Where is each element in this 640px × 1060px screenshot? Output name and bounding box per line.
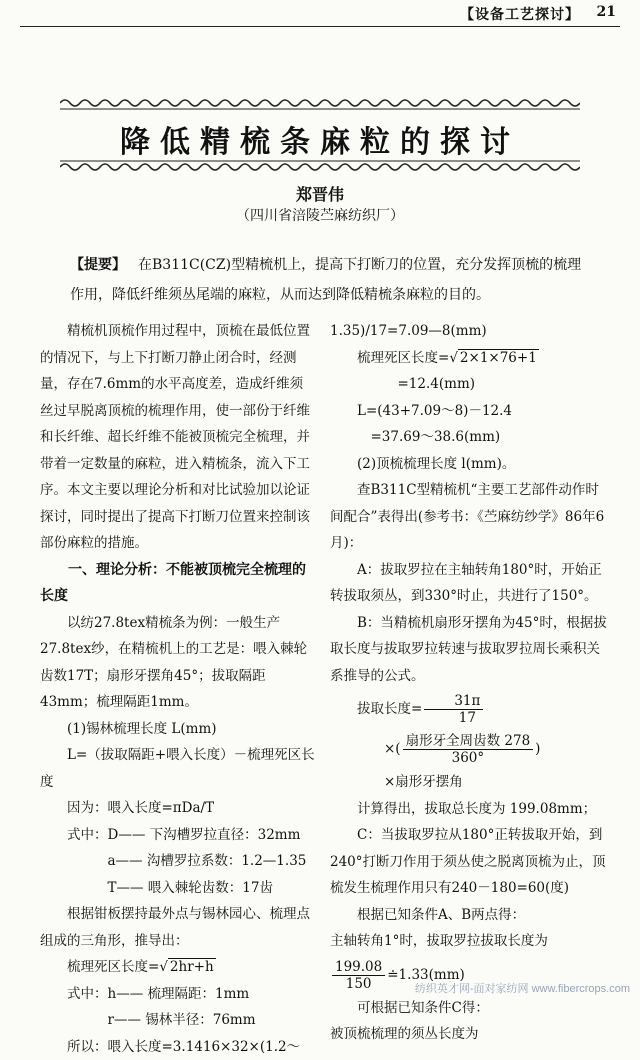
body-paragraph: 被顶梳梳理的须丛长度为 xyxy=(330,1021,612,1048)
header-rule xyxy=(20,26,620,27)
author-affiliation: （四川省涪陵苎麻纺织厂） xyxy=(0,205,640,225)
formula-line: =37.69～38.6(mm) xyxy=(330,424,612,451)
formula-line: 梳理死区长度=√ 2×1×76+1 xyxy=(330,345,612,372)
variable-definition: 式中：D—— 下沟槽罗拉直径：32mm xyxy=(40,822,316,849)
body-paragraph: 根据钳板摆持最外点与锡林园心、梳理点组成的三角形，推导出： xyxy=(40,901,316,954)
right-column xyxy=(330,318,612,1048)
body-paragraph: C：当拔取罗拉从180°正转拔取开始，到240°打断刀作用于须丛使之脱离顶梳为止，顶梳发生梳理作用只有240－180=60(度) xyxy=(330,822,612,902)
variable-definition: a—— 沟槽罗拉系数：1.2—1.35 xyxy=(40,848,316,875)
formula-line: =12.4(mm) xyxy=(330,371,612,398)
formula-prefix: 梳理死区长度= xyxy=(357,350,449,366)
fraction-denominator: 360° xyxy=(403,750,534,766)
variable-definition: r—— 锡林半径：76mm xyxy=(40,1007,316,1034)
fraction-numerator: 31π xyxy=(424,693,483,710)
fraction-denominator: 150 xyxy=(332,976,385,992)
abstract xyxy=(70,250,582,310)
subsection-heading: (2)顶梳梳理长度 l(mm)。 xyxy=(330,451,612,478)
subsection-heading: (1)锡林梳理长度 L(mm) xyxy=(40,716,316,743)
formula-line: 所以：喂入长度=3.1416×32×(1.2～ xyxy=(40,1034,316,1060)
formula-line: 1.35)/17=7.09—8(mm) xyxy=(330,318,612,345)
body-paragraph: 查B311C型精梳机“主要工艺部件动作时间配合”表得出(参考书：《苎麻纺纱学》86年6月)： xyxy=(330,477,612,557)
fraction xyxy=(403,733,534,766)
body-paragraph: 计算得出，拔取总长度为 199.08mm； xyxy=(330,796,612,823)
fraction xyxy=(424,693,483,726)
variable-definition: T—— 喂入棘轮齿数：17齿 xyxy=(40,875,316,902)
fraction xyxy=(332,959,385,992)
site-watermark: 纺织英才网-面对家纺网 www.fibercrops.com xyxy=(415,980,630,996)
section-heading: 一、理论分析：不能被顶梳完全梳理的长度 xyxy=(40,557,316,610)
body-paragraph: 主轴转角1°时，拔取罗拉拔取长度为 xyxy=(330,928,612,955)
body-paragraph: 可根据已知条件C得： xyxy=(330,995,612,1022)
abstract-text: 在B311C(CZ)型精梳机上，提高下打断刀的位置，充分发挥顶梳的梳理作用，降低纤维须丛尾端的麻粒，从而达到降低精梳条麻粒的目的。 xyxy=(70,257,581,303)
formula-line xyxy=(330,689,612,729)
author-name: 郑晋伟 xyxy=(0,182,640,205)
body-paragraph: 以纺27.8tex精梳条为例：一般生产27.8tex纱，在精梳机上的工艺是：喂入棘轮齿数17T；扇形牙摆角45°；拔取隔距43mm；梳理隔距1mm。 xyxy=(40,610,316,716)
formula-line: 梳理死区长度=√ 2hr+h xyxy=(40,954,316,981)
formula-line: L=（拔取隔距+喂入长度）－梳理死区长度 xyxy=(40,742,316,795)
formula-suffix: ) xyxy=(535,741,540,757)
formula-suffix: ≐1.33(mm) xyxy=(387,967,465,983)
abstract-label: 【提要】 xyxy=(70,257,126,273)
page-number: 21 xyxy=(597,4,616,20)
formula-line xyxy=(330,729,612,769)
variable-definition: 式中：h—— 梳理隔距：1mm xyxy=(40,981,316,1008)
left-column xyxy=(40,318,316,1060)
sqrt-expression: 2hr+h xyxy=(168,958,216,975)
formula-prefix: 梳理死区长度= xyxy=(67,959,159,975)
fraction-denominator: 17 xyxy=(424,710,483,726)
formula-line: ×扇形牙摆角 xyxy=(330,769,612,796)
body-paragraph: A：拔取罗拉在主轴转角180°时，开始正转拔取须丛，到330°时止，共进行了150°。 xyxy=(330,557,612,610)
fraction-numerator: 扇形牙全周齿数 278 xyxy=(403,733,534,750)
body-paragraph: 根据已知条件A、B两点得： xyxy=(330,902,612,929)
journal-section-label: 【设备工艺探讨】 xyxy=(460,4,580,24)
title-banner xyxy=(60,95,580,175)
intro-paragraph: 精梳机顶梳作用过程中，顶梳在最低位置的情况下，与上下打断刀静止闭合时，经测量，存在7.6mm的水平高度差，造成纤维须丝过早脱离顶梳的梳理作用，使一部份于纤维和长纤维、超长纤维不能被顶梳完全梳理，并带着一定数量的麻粒，进入精梳条，流入下工序。本文主要以理论分析和对比试验加以论证探讨，同时提出了提高下打断刀位置来控制该部份麻粒的措施。 xyxy=(40,318,316,557)
body-paragraph: B：当精梳机扇形牙摆角为45°时，根据拔取长度与拔取罗拉转速与拔取罗拉周长乘积关系推导的公式。 xyxy=(330,610,612,690)
formula-prefix: ×( xyxy=(384,741,401,757)
fraction-numerator: 199.08 xyxy=(332,959,385,976)
formula-line: 因为：喂入长度=πDa/T xyxy=(40,795,316,822)
formula-prefix: 拔取长度= xyxy=(357,701,422,717)
article-title: 降低精梳条麻粒的探讨 xyxy=(60,117,580,161)
sqrt-expression: 2×1×76+1 xyxy=(458,349,539,366)
formula-line: L=(43+7.09～8)－12.4 xyxy=(330,398,612,425)
